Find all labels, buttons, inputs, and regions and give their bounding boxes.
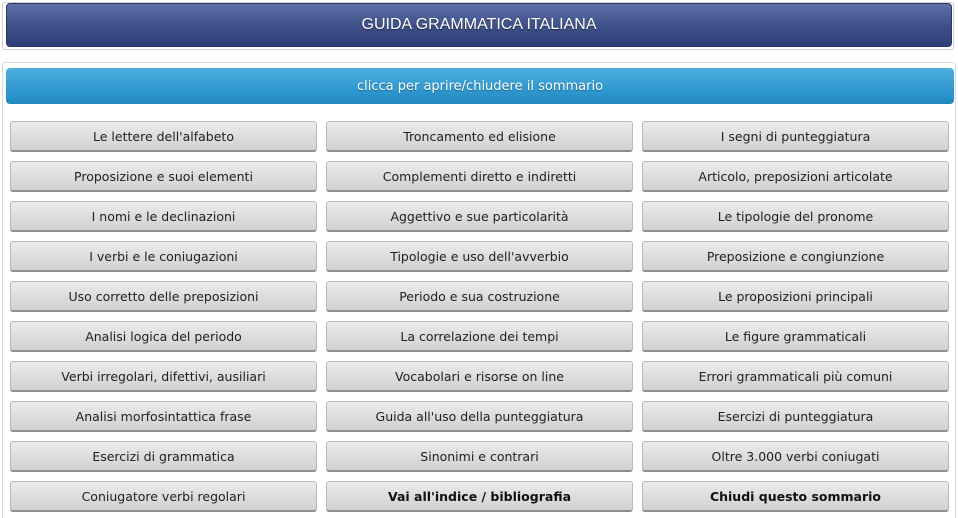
menu-item-verbi-irregolari[interactable]: Verbi irregolari, difettivi, ausiliari: [10, 361, 317, 392]
menu-item-esercizi-grammatica[interactable]: Esercizi di grammatica: [10, 441, 317, 472]
menu-item-punteggiatura-segni[interactable]: I segni di punteggiatura: [642, 121, 949, 152]
menu-item-guida-punteggiatura[interactable]: Guida all'uso della punteggiatura: [326, 401, 633, 432]
menu-item-congiunzione[interactable]: Preposizione e congiunzione: [642, 241, 949, 272]
menu-item-proposizione[interactable]: Proposizione e suoi elementi: [10, 161, 317, 192]
header-banner: [6, 3, 952, 47]
menu-item-analisi-logica[interactable]: Analisi logica del periodo: [10, 321, 317, 352]
menu-item-troncamento[interactable]: Troncamento ed elisione: [326, 121, 633, 152]
menu-item-correlazione-tempi[interactable]: La correlazione dei tempi: [326, 321, 633, 352]
menu-item-preposizioni[interactable]: Uso corretto delle preposizioni: [10, 281, 317, 312]
menu-item-coniugatore[interactable]: Coniugatore verbi regolari: [10, 481, 317, 512]
menu-item-errori-grammaticali[interactable]: Errori grammaticali più comuni: [642, 361, 949, 392]
summary-menu: [10, 121, 949, 512]
menu-item-periodo[interactable]: Periodo e sua costruzione: [326, 281, 633, 312]
page-title: GUIDA GRAMMATICA ITALIANA: [361, 16, 597, 33]
menu-item-nomi[interactable]: I nomi e le declinazioni: [10, 201, 317, 232]
summary-toggle-label: clicca per aprire/chiudere il sommario: [356, 78, 604, 94]
menu-item-proposizioni-principali[interactable]: Le proposizioni principali: [642, 281, 949, 312]
menu-item-pronome[interactable]: Le tipologie del pronome: [642, 201, 949, 232]
menu-item-articolo[interactable]: Articolo, preposizioni articolate: [642, 161, 949, 192]
menu-item-verbi[interactable]: I verbi e le coniugazioni: [10, 241, 317, 272]
menu-item-sinonimi[interactable]: Sinonimi e contrari: [326, 441, 633, 472]
menu-item-vocabolari[interactable]: Vocabolari e risorse on line: [326, 361, 633, 392]
menu-item-figure-grammaticali[interactable]: Le figure grammaticali: [642, 321, 949, 352]
menu-item-esercizi-punteggiatura[interactable]: Esercizi di punteggiatura: [642, 401, 949, 432]
menu-item-complementi[interactable]: Complementi diretto e indiretti: [326, 161, 633, 192]
close-summary-button[interactable]: Chiudi questo sommario: [642, 481, 949, 512]
header-frame: [2, 2, 954, 50]
summary-toggle-button[interactable]: [6, 68, 954, 104]
menu-item-analisi-morfosintattica[interactable]: Analisi morfosintattica frase: [10, 401, 317, 432]
menu-item-avverbio[interactable]: Tipologie e uso dell'avverbio: [326, 241, 633, 272]
menu-item-aggettivo[interactable]: Aggettivo e sue particolarità: [326, 201, 633, 232]
menu-item-verbi-coniugati[interactable]: Oltre 3.000 verbi coniugati: [642, 441, 949, 472]
index-bibliography-button[interactable]: Vai all'indice / bibliografia: [326, 481, 633, 512]
menu-item-alfabeto[interactable]: Le lettere dell'alfabeto: [10, 121, 317, 152]
